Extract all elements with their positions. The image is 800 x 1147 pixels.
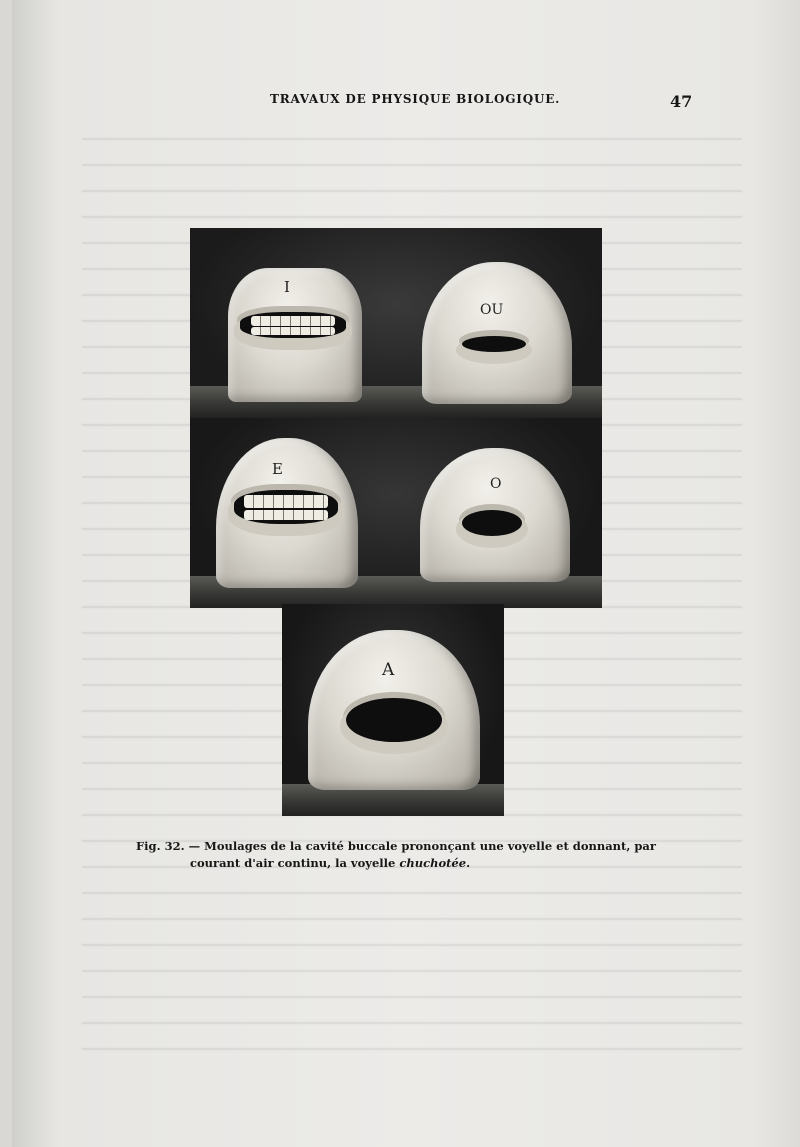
caption-label: Fig. 32. (136, 839, 185, 853)
teeth (244, 495, 327, 508)
caption-dash: — (188, 839, 201, 853)
caption-line-2 (122, 855, 702, 872)
running-head: TRAVAUX DE PHYSIQUE BIOLOGIQUE. (270, 92, 561, 106)
mouth-e (234, 490, 338, 524)
mold-o (420, 448, 570, 582)
photo-vowel-a (282, 604, 504, 816)
vowel-label-o: O (490, 476, 502, 492)
mouth-a (346, 698, 442, 742)
caption-line-1 (122, 838, 702, 855)
caption-text-2: courant d'air continu, la voyelle (190, 856, 396, 870)
mold-a (308, 630, 480, 790)
teeth-lower (251, 327, 336, 335)
teeth-lower (244, 510, 327, 520)
photo-vowels-e-o (190, 418, 602, 608)
caption-end: . (466, 856, 471, 870)
mouth-o (462, 510, 522, 536)
page-number: 47 (670, 92, 693, 111)
caption-emphasis: chuchotée (399, 856, 467, 870)
mold-e (216, 438, 358, 588)
mold-ou (422, 262, 572, 404)
figure-caption (122, 838, 702, 872)
teeth (251, 316, 336, 326)
book-page (12, 0, 800, 1147)
caption-text-1: Moulages de la cavité buccale prononçant une voyelle et donnant, par (204, 839, 656, 853)
vowel-label-i: I (284, 278, 290, 296)
vowel-label-ou: OU (480, 302, 504, 318)
vowel-label-a: A (382, 660, 395, 680)
mouth-i (240, 312, 346, 338)
mold-i (228, 268, 362, 402)
vowel-label-e: E (272, 460, 283, 478)
photo-vowels-i-ou (190, 228, 602, 418)
mouth-ou (462, 336, 526, 352)
